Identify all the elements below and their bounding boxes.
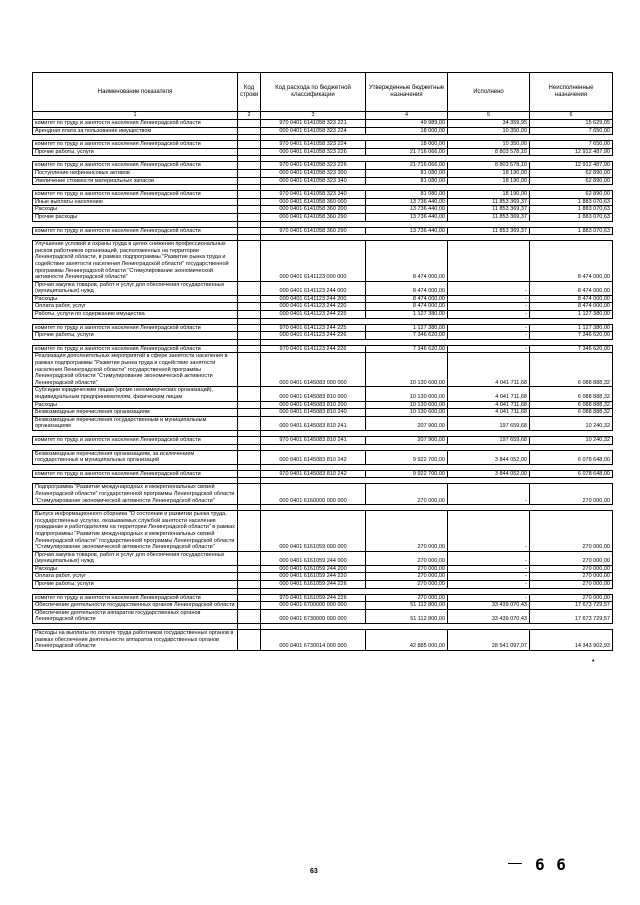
table-row: [33, 324, 613, 332]
row-approved: 81 080,00: [366, 177, 448, 185]
row-unexecuted: 7 650,00: [530, 127, 613, 135]
row-approved: 18 000,00: [366, 141, 448, 149]
row-unexecuted: 270 000,00: [530, 511, 613, 552]
row-line-code: [238, 450, 261, 464]
row-line-code: [238, 345, 261, 353]
footer-dash: [508, 863, 522, 864]
column-number: 4: [366, 112, 448, 120]
table-row: [33, 594, 613, 602]
row-name: Субсидии юридическим лицам (кроме некоммерческих организаций), индивидуальным предпринимателям, физическим лицам: [33, 387, 238, 401]
row-name: Прочая закупка товаров, работ и услуг для обеспечения государственных (муниципальных) нужд: [33, 281, 238, 295]
header-unexecuted: Неисполненные назначения: [530, 73, 613, 112]
row-name: Арендная плата за пользование имуществом: [33, 127, 238, 135]
handwritten-page-stamp: 6 6: [535, 855, 567, 874]
row-unexecuted: 15 629,05: [530, 120, 613, 128]
row-name: Поступление нефинансовых активов: [33, 169, 238, 177]
row-line-code: [238, 602, 261, 610]
row-expense-code: 000 0401 6141123 244 220: [261, 303, 366, 311]
row-executed: 8 803 578,10: [448, 148, 530, 156]
row-expense-code: 000 0401 6141058 360 200: [261, 206, 366, 214]
row-unexecuted: 8 474 000,00: [530, 303, 613, 311]
row-approved: 270 000,00: [366, 565, 448, 573]
row-approved: 49 989,00: [366, 120, 448, 128]
row-unexecuted: 8 474 000,00: [530, 241, 613, 282]
row-unexecuted: 1 883 070,63: [530, 213, 613, 221]
row-name: Реализация дополнительных мероприятий в сфере занятости населения в рамках подпрограммы "Развитие рынка труда и содействие занятости населения Ленинградской области" государственной программы Ленинградской области "Стимулирование экономической активности Ленинградской области": [33, 353, 238, 387]
row-unexecuted: 7 346 620,00: [530, 332, 613, 340]
row-approved: 1 127 380,00: [366, 311, 448, 319]
row-approved: 81 080,00: [366, 191, 448, 199]
row-line-code: [238, 387, 261, 401]
row-name: Обеспечение деятельности государственных органов Ленинградской области: [33, 602, 238, 610]
row-expense-code: 970 0401 6141058 360 290: [261, 227, 366, 235]
row-line-code: [238, 551, 261, 565]
row-name: Оплата работ, услуг: [33, 573, 238, 581]
table-row: [33, 332, 613, 340]
row-expense-code: 000 0401 6145083 000 000: [261, 353, 366, 387]
table-body: [33, 120, 613, 651]
pen-mark: •: [592, 658, 595, 665]
column-number: 1: [33, 112, 238, 120]
row-executed: [448, 241, 530, 282]
row-line-code: [238, 332, 261, 340]
row-expense-code: 000 0401 6161059 244 220: [261, 573, 366, 581]
row-expense-code: 000 0401 6141058 323 224: [261, 127, 366, 135]
row-unexecuted: 270 000,00: [530, 565, 613, 573]
row-line-code: [238, 227, 261, 235]
row-executed: 3 844 052,00: [448, 470, 530, 478]
row-line-code: [238, 177, 261, 185]
row-unexecuted: 6 078 648,00: [530, 450, 613, 464]
row-executed: 33 439 070,43: [448, 609, 530, 623]
row-executed: -: [448, 581, 530, 589]
row-executed: -: [448, 332, 530, 340]
row-approved: 270 000,00: [366, 573, 448, 581]
row-executed: -: [448, 594, 530, 602]
table-row: [33, 177, 613, 185]
row-line-code: [238, 281, 261, 295]
row-executed: -: [448, 303, 530, 311]
row-line-code: [238, 409, 261, 417]
row-line-code: [238, 169, 261, 177]
row-line-code: [238, 324, 261, 332]
row-expense-code: 000 0401 6141058 360 290: [261, 213, 366, 221]
header-line-code: Код строки: [238, 73, 261, 112]
row-expense-code: 000 0401 6141058 360 000: [261, 198, 366, 206]
row-unexecuted: 1 883 070,63: [530, 227, 613, 235]
row-expense-code: 000 0401 6161059 244 200: [261, 565, 366, 573]
row-name: Прочие работы, услуги: [33, 332, 238, 340]
row-unexecuted: 6 088 888,32: [530, 387, 613, 401]
table-row: [33, 387, 613, 401]
row-approved: 7 346 620,00: [366, 332, 448, 340]
row-approved: 1 127 380,00: [366, 324, 448, 332]
row-unexecuted: 1 883 070,63: [530, 198, 613, 206]
row-expense-code: 970 0401 6145083 810 242: [261, 470, 366, 478]
page-number: 63: [310, 868, 318, 875]
row-expense-code: 000 0401 6141058 323 300: [261, 169, 366, 177]
row-unexecuted: 12 912 487,90: [530, 162, 613, 170]
row-name: комитет по труду и занятости населения Ленинградской области: [33, 120, 238, 128]
row-name: Безвозмездные перечисления организациям, за исключением государственных и муниципальных организаций: [33, 450, 238, 464]
table-row: [33, 484, 613, 505]
row-unexecuted: 1 883 070,63: [530, 206, 613, 214]
table-row: [33, 565, 613, 573]
row-expense-code: 000 0401 6141123 244 000: [261, 281, 366, 295]
row-executed: 8 803 578,10: [448, 162, 530, 170]
row-executed: 4 041 711,68: [448, 409, 530, 417]
row-executed: 28 541 097,07: [448, 630, 530, 651]
row-executed: 197 659,68: [448, 416, 530, 430]
row-line-code: [238, 191, 261, 199]
row-unexecuted: 17 673 729,57: [530, 609, 613, 623]
row-name: комитет по труду и занятости населения Ленинградской области: [33, 191, 238, 199]
row-line-code: [238, 470, 261, 478]
row-expense-code: 000 0401 6161059 000 000: [261, 511, 366, 552]
row-name: Оплата работ, услуг: [33, 303, 238, 311]
row-expense-code: 970 0401 6141123 244 225: [261, 324, 366, 332]
table-row: [33, 353, 613, 387]
table-row: [33, 141, 613, 149]
table-row: [33, 450, 613, 464]
row-name: комитет по труду и занятости населения Ленинградской области: [33, 141, 238, 149]
row-approved: 13 736 440,00: [366, 206, 448, 214]
row-executed: 18 190,00: [448, 191, 530, 199]
row-name: Расходы: [33, 206, 238, 214]
row-expense-code: 000 0401 6145083 810 241: [261, 416, 366, 430]
row-name: Прочие работы, услуги: [33, 148, 238, 156]
table-row: [33, 295, 613, 303]
row-line-code: [238, 206, 261, 214]
row-executed: 10 350,00: [448, 127, 530, 135]
table-row: [33, 345, 613, 353]
row-executed: 11 853 369,37: [448, 206, 530, 214]
row-line-code: [238, 581, 261, 589]
table-row: [33, 311, 613, 319]
row-unexecuted: 270 000,00: [530, 581, 613, 589]
row-approved: 42 885 000,00: [366, 630, 448, 651]
row-executed: 34 359,95: [448, 120, 530, 128]
row-approved: 8 474 000,00: [366, 295, 448, 303]
row-approved: 21 716 066,00: [366, 162, 448, 170]
row-expense-code: 000 0401 6160000 000 000: [261, 484, 366, 505]
row-expense-code: 970 0401 6161059 244 226: [261, 594, 366, 602]
table-row: [33, 581, 613, 589]
row-executed: 4 041 711,68: [448, 401, 530, 409]
row-line-code: [238, 311, 261, 319]
column-number: 5: [448, 112, 530, 120]
row-approved: 270 000,00: [366, 581, 448, 589]
table-row: [33, 609, 613, 623]
row-approved: 270 000,00: [366, 484, 448, 505]
table-row: [33, 573, 613, 581]
row-expense-code: 000 0401 6141058 323 226: [261, 148, 366, 156]
row-line-code: [238, 295, 261, 303]
row-name: комитет по труду и занятости населения Ленинградской области: [33, 345, 238, 353]
row-unexecuted: 62 890,00: [530, 177, 613, 185]
column-number: 3: [261, 112, 366, 120]
row-executed: 11 853 369,37: [448, 227, 530, 235]
row-unexecuted: 270 000,00: [530, 573, 613, 581]
row-expense-code: 970 0401 6145083 810 241: [261, 436, 366, 444]
table-row: [33, 470, 613, 478]
row-name: Обеспечение деятельности аппаратов государственных органов Ленинградской области: [33, 609, 238, 623]
row-line-code: [238, 565, 261, 573]
row-approved: 9 922 700,00: [366, 450, 448, 464]
row-unexecuted: 270 000,00: [530, 484, 613, 505]
row-line-code: [238, 162, 261, 170]
row-line-code: [238, 416, 261, 430]
row-unexecuted: 62 890,00: [530, 191, 613, 199]
row-name: Прочие расходы: [33, 213, 238, 221]
table-row: [33, 416, 613, 430]
row-name: комитет по труду и занятости населения Ленинградской области: [33, 324, 238, 332]
row-name: Расходы: [33, 565, 238, 573]
row-line-code: [238, 120, 261, 128]
header-name: Наименование показателя: [33, 73, 238, 112]
row-approved: 7 346 620,00: [366, 345, 448, 353]
row-executed: 11 853 369,37: [448, 213, 530, 221]
row-approved: 10 130 600,00: [366, 409, 448, 417]
row-unexecuted: 1 127 380,00: [530, 324, 613, 332]
row-approved: 51 112 800,00: [366, 609, 448, 623]
row-approved: 51 112 800,00: [366, 602, 448, 610]
row-unexecuted: 6 078 648,00: [530, 470, 613, 478]
row-line-code: [238, 141, 261, 149]
row-approved: 10 130 600,00: [366, 353, 448, 387]
table-row: [33, 281, 613, 295]
table-row: [33, 169, 613, 177]
row-executed: 3 844 052,00: [448, 450, 530, 464]
row-name: Расходы: [33, 295, 238, 303]
table-row: [33, 241, 613, 282]
row-expense-code: 000 0401 6141123 244 200: [261, 295, 366, 303]
row-unexecuted: 6 088 888,32: [530, 401, 613, 409]
row-unexecuted: 270 000,00: [530, 551, 613, 565]
row-expense-code: 000 0401 6145083 810 242: [261, 450, 366, 464]
row-approved: 207 900,00: [366, 416, 448, 430]
row-expense-code: 000 0401 6141123 244 225: [261, 311, 366, 319]
row-name: Расходы: [33, 401, 238, 409]
table-row: [33, 630, 613, 651]
row-unexecuted: 270 000,00: [530, 594, 613, 602]
row-expense-code: 000 0401 6730000 000 000: [261, 609, 366, 623]
row-line-code: [238, 148, 261, 156]
row-line-code: [238, 594, 261, 602]
row-unexecuted: 17 673 729,57: [530, 602, 613, 610]
table-row: [33, 436, 613, 444]
row-approved: 10 130 600,00: [366, 401, 448, 409]
row-approved: 207 900,00: [366, 436, 448, 444]
row-approved: 13 736 440,00: [366, 227, 448, 235]
row-approved: 8 474 000,00: [366, 241, 448, 282]
row-executed: 11 853 369,37: [448, 198, 530, 206]
row-expense-code: 000 0401 6161059 244 000: [261, 551, 366, 565]
row-approved: 8 474 000,00: [366, 303, 448, 311]
row-approved: 13 736 440,00: [366, 198, 448, 206]
row-expense-code: 000 0401 6145083 810 000: [261, 387, 366, 401]
row-approved: 270 000,00: [366, 511, 448, 552]
table-row: [33, 162, 613, 170]
row-expense-code: 970 0401 6141058 323 221: [261, 120, 366, 128]
row-name: комитет по труду и занятости населения Ленинградской области: [33, 436, 238, 444]
table-row: [33, 409, 613, 417]
row-expense-code: 970 0401 6141123 244 226: [261, 345, 366, 353]
row-name: Прочие работы, услуги: [33, 581, 238, 589]
row-line-code: [238, 484, 261, 505]
row-executed: -: [448, 311, 530, 319]
row-approved: 9 922 700,00: [366, 470, 448, 478]
row-unexecuted: 10 240,32: [530, 436, 613, 444]
header-row: [33, 73, 613, 112]
row-unexecuted: 1 127 380,00: [530, 311, 613, 319]
row-line-code: [238, 630, 261, 651]
row-executed: -: [448, 551, 530, 565]
row-expense-code: 000 0401 6161059 244 226: [261, 581, 366, 589]
row-name: Безвозмездные перечисления организациям: [33, 409, 238, 417]
row-name: комитет по труду и занятости населения Ленинградской области: [33, 227, 238, 235]
row-line-code: [238, 609, 261, 623]
row-line-code: [238, 198, 261, 206]
row-approved: 81 080,00: [366, 169, 448, 177]
row-approved: 21 716 066,00: [366, 148, 448, 156]
row-unexecuted: 8 474 000,00: [530, 281, 613, 295]
row-executed: 4 041 711,68: [448, 353, 530, 387]
table-row: [33, 227, 613, 235]
row-executed: 4 041 711,68: [448, 387, 530, 401]
column-number-row: [33, 112, 613, 120]
row-unexecuted: 7 346 620,00: [530, 345, 613, 353]
table-row: [33, 120, 613, 128]
row-executed: 18 190,00: [448, 169, 530, 177]
row-name: Прочая закупка товаров, работ и услуг для обеспечения государственных (муниципальных) нужд: [33, 551, 238, 565]
row-line-code: [238, 401, 261, 409]
budget-execution-table: [32, 72, 613, 651]
row-approved: 8 474 000,00: [366, 281, 448, 295]
table-row: [33, 206, 613, 214]
table-row: [33, 551, 613, 565]
row-unexecuted: 62 890,00: [530, 169, 613, 177]
table-row: [33, 511, 613, 552]
row-name: Увеличение стоимости материальных запасов: [33, 177, 238, 185]
row-name: Безвозмездные перечисления государственным и муниципальным организациям: [33, 416, 238, 430]
row-executed: -: [448, 511, 530, 552]
row-unexecuted: 10 240,32: [530, 416, 613, 430]
row-expense-code: 970 0401 6141058 323 340: [261, 191, 366, 199]
row-executed: -: [448, 295, 530, 303]
row-name: Выпуск информационного сборника "О состоянии и развитии рынка труда, государственных услугах, оказываемых службой занятости населения гражданам и работодателям на территории Ленинградской области" в рамках подпрограммы "Развитие международных и межрегиональных связей Ленинградской области" государственной программы Ленинградской области "Стимулирование экономической активности Ленинградской области": [33, 511, 238, 552]
row-unexecuted: 7 650,00: [530, 141, 613, 149]
row-executed: 10 350,00: [448, 141, 530, 149]
row-approved: 270 000,00: [366, 551, 448, 565]
column-number: 2: [238, 112, 261, 120]
row-name: комитет по труду и занятости населения Ленинградской области: [33, 470, 238, 478]
row-executed: -: [448, 324, 530, 332]
row-expense-code: 000 0401 6145083 810 200: [261, 401, 366, 409]
row-name: Работы, услуги по содержанию имущества: [33, 311, 238, 319]
row-expense-code: 000 0401 6700000 000 000: [261, 602, 366, 610]
row-unexecuted: 6 088 888,32: [530, 353, 613, 387]
header-expense-code: Код расхода по бюджетной классификации: [261, 73, 366, 112]
row-name: Улучшение условий и охраны труда в целях снижения профессиональных рисков работников организаций, расположенных на территории Ленинградской области, в рамках подпрограммы "Развитие рынка труда и содействие занятости населения Ленинградской области" государственной программы Ленинградской области "Стимулирование экономической активности Ленинградской области": [33, 241, 238, 282]
table-row: [33, 213, 613, 221]
table-row: [33, 148, 613, 156]
row-line-code: [238, 436, 261, 444]
row-line-code: [238, 353, 261, 387]
header-approved: Утвержденные бюджетные назначения: [366, 73, 448, 112]
row-executed: 197 659,68: [448, 436, 530, 444]
table-row: [33, 191, 613, 199]
row-executed: -: [448, 573, 530, 581]
report-page: [32, 72, 612, 651]
row-approved: 10 130 600,00: [366, 387, 448, 401]
row-line-code: [238, 303, 261, 311]
row-unexecuted: 8 474 000,00: [530, 295, 613, 303]
row-name: комитет по труду и занятости населения Ленинградской области: [33, 162, 238, 170]
row-name: Подпрограмма "Развитие международных и межрегиональных связей Ленинградской области" государственной программы Ленинградской области "Стимулирование экономической активности Ленинградской области": [33, 484, 238, 505]
row-approved: 13 736 440,00: [366, 213, 448, 221]
row-executed: -: [448, 281, 530, 295]
row-expense-code: 000 0401 6141058 323 340: [261, 177, 366, 185]
row-approved: 18 000,00: [366, 127, 448, 135]
table-row: [33, 127, 613, 135]
row-executed: -: [448, 565, 530, 573]
row-approved: 270 000,00: [366, 594, 448, 602]
table-row: [33, 303, 613, 311]
row-line-code: [238, 241, 261, 282]
header-executed: Исполнено: [448, 73, 530, 112]
row-expense-code: 970 0401 6141058 323 224: [261, 141, 366, 149]
row-expense-code: 000 0401 6145083 810 240: [261, 409, 366, 417]
row-expense-code: 000 0401 6141123 000 000: [261, 241, 366, 282]
row-name: Иные выплаты населению: [33, 198, 238, 206]
row-line-code: [238, 511, 261, 552]
column-number: 6: [530, 112, 613, 120]
row-unexecuted: 14 343 902,93: [530, 630, 613, 651]
table-row: [33, 602, 613, 610]
row-unexecuted: 6 088 888,32: [530, 409, 613, 417]
row-expense-code: 970 0401 6141058 323 226: [261, 162, 366, 170]
row-executed: -: [448, 345, 530, 353]
table-row: [33, 198, 613, 206]
row-executed: -: [448, 484, 530, 505]
row-line-code: [238, 573, 261, 581]
row-name: Расходы на выплаты по оплате труда работников государственных органов в рамках обеспечения деятельности аппаратов государственных органов Ленинградской области: [33, 630, 238, 651]
row-name: комитет по труду и занятости населения Ленинградской области: [33, 594, 238, 602]
row-line-code: [238, 127, 261, 135]
row-line-code: [238, 213, 261, 221]
table-row: [33, 401, 613, 409]
row-expense-code: 000 0401 6141123 244 226: [261, 332, 366, 340]
row-expense-code: 000 0401 6730014 000 000: [261, 630, 366, 651]
row-unexecuted: 12 912 487,90: [530, 148, 613, 156]
row-executed: 33 439 070,43: [448, 602, 530, 610]
row-executed: 18 190,00: [448, 177, 530, 185]
